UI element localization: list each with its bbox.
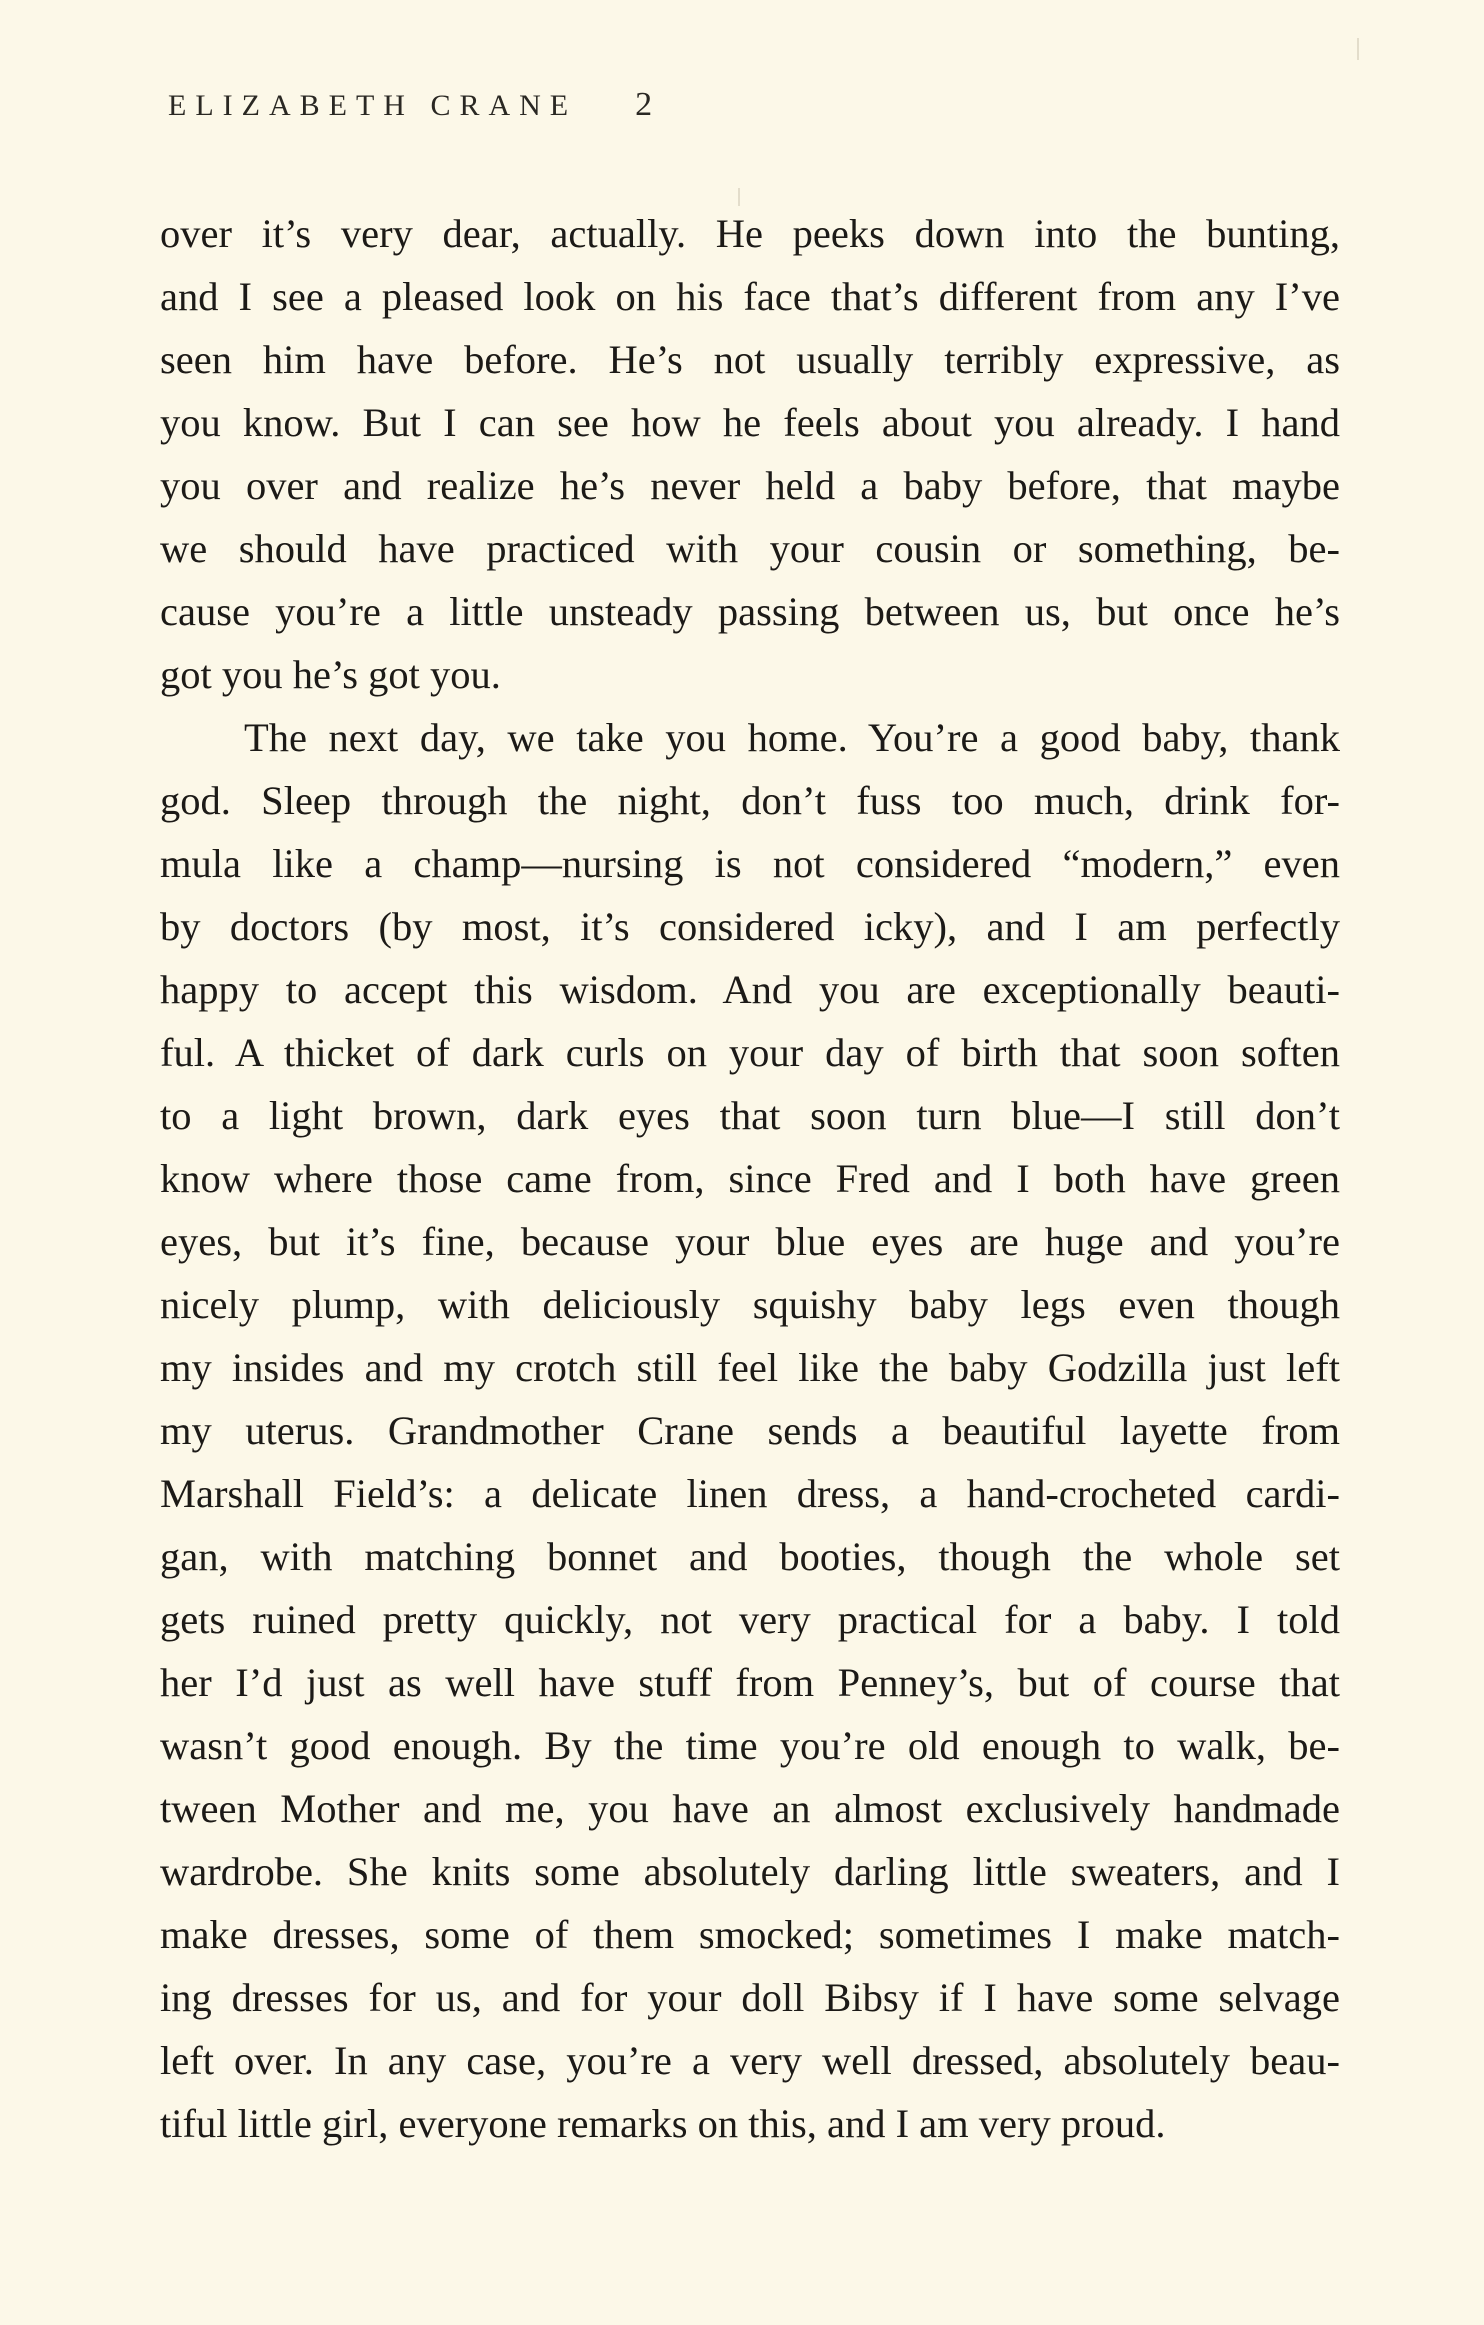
text-line: got you he’s got you. xyxy=(160,652,501,697)
text-line: you know. But I can see how he feels about you already. I hand xyxy=(160,400,1340,445)
text-line: know where those came from, since Fred and I both have green xyxy=(160,1156,1340,1201)
text-line: gan, with matching bonnet and booties, though the whole set xyxy=(160,1534,1340,1579)
text-line: we should have practiced with your cousin or something, be- xyxy=(160,526,1340,571)
text-line: seen him have before. He’s not usually terribly expressive, as xyxy=(160,337,1340,382)
body-text xyxy=(160,202,1340,2155)
text-line: wasn’t good enough. By the time you’re old enough to walk, be- xyxy=(160,1723,1340,1768)
text-line: happy to accept this wisdom. And you are exceptionally beauti- xyxy=(160,967,1340,1012)
text-line: ing dresses for us, and for your doll Bibsy if I have some selvage xyxy=(160,1975,1340,2020)
text-line: you over and realize he’s never held a baby before, that maybe xyxy=(160,463,1340,508)
text-line: tiful little girl, everyone remarks on this, and I am very proud. xyxy=(160,2101,1166,2146)
text-line: cause you’re a little unsteady passing between us, but once he’s xyxy=(160,589,1340,634)
text-line: The next day, we take you home. You’re a good baby, thank xyxy=(244,715,1340,760)
text-line: left over. In any case, you’re a very well dressed, absolutely beau- xyxy=(160,2038,1340,2083)
text-line: Marshall Field’s: a delicate linen dress, a hand-crocheted cardi- xyxy=(160,1471,1340,1516)
text-line: wardrobe. She knits some absolutely darling little sweaters, and I xyxy=(160,1849,1340,1894)
text-line: ful. A thicket of dark curls on your day of birth that soon soften xyxy=(160,1030,1340,1075)
page-header xyxy=(168,86,652,136)
text-line: to a light brown, dark eyes that soon turn blue—I still don’t xyxy=(160,1093,1340,1138)
text-line: my insides and my crotch still feel like the baby Godzilla just left xyxy=(160,1345,1340,1390)
text-line: and I see a pleased look on his face that’s different from any I’ve xyxy=(160,274,1340,319)
text-line: my uterus. Grandmother Crane sends a beautiful layette from xyxy=(160,1408,1340,1453)
text-line: tween Mother and me, you have an almost exclusively handmade xyxy=(160,1786,1340,1831)
text-line: her I’d just as well have stuff from Penney’s, but of course that xyxy=(160,1660,1340,1705)
text-line: make dresses, some of them smocked; sometimes I make match- xyxy=(160,1912,1340,1957)
page-number: 2 xyxy=(635,86,653,123)
text-line: eyes, but it’s fine, because your blue eyes are huge and you’re xyxy=(160,1219,1340,1264)
text-line: over it’s very dear, actually. He peeks down into the bunting, xyxy=(160,211,1340,256)
text-line: god. Sleep through the night, don’t fuss too much, drink for- xyxy=(160,778,1340,823)
text-line: by doctors (by most, it’s considered icky), and I am perfectly xyxy=(160,904,1340,949)
running-head: ELIZABETH CRANE xyxy=(168,89,578,122)
paper-speck xyxy=(1357,38,1359,60)
text-line: mula like a champ—nursing is not considered “modern,” even xyxy=(160,841,1340,886)
text-line: gets ruined pretty quickly, not very practical for a baby. I told xyxy=(160,1597,1340,1642)
text-line: nicely plump, with deliciously squishy baby legs even though xyxy=(160,1282,1340,1327)
